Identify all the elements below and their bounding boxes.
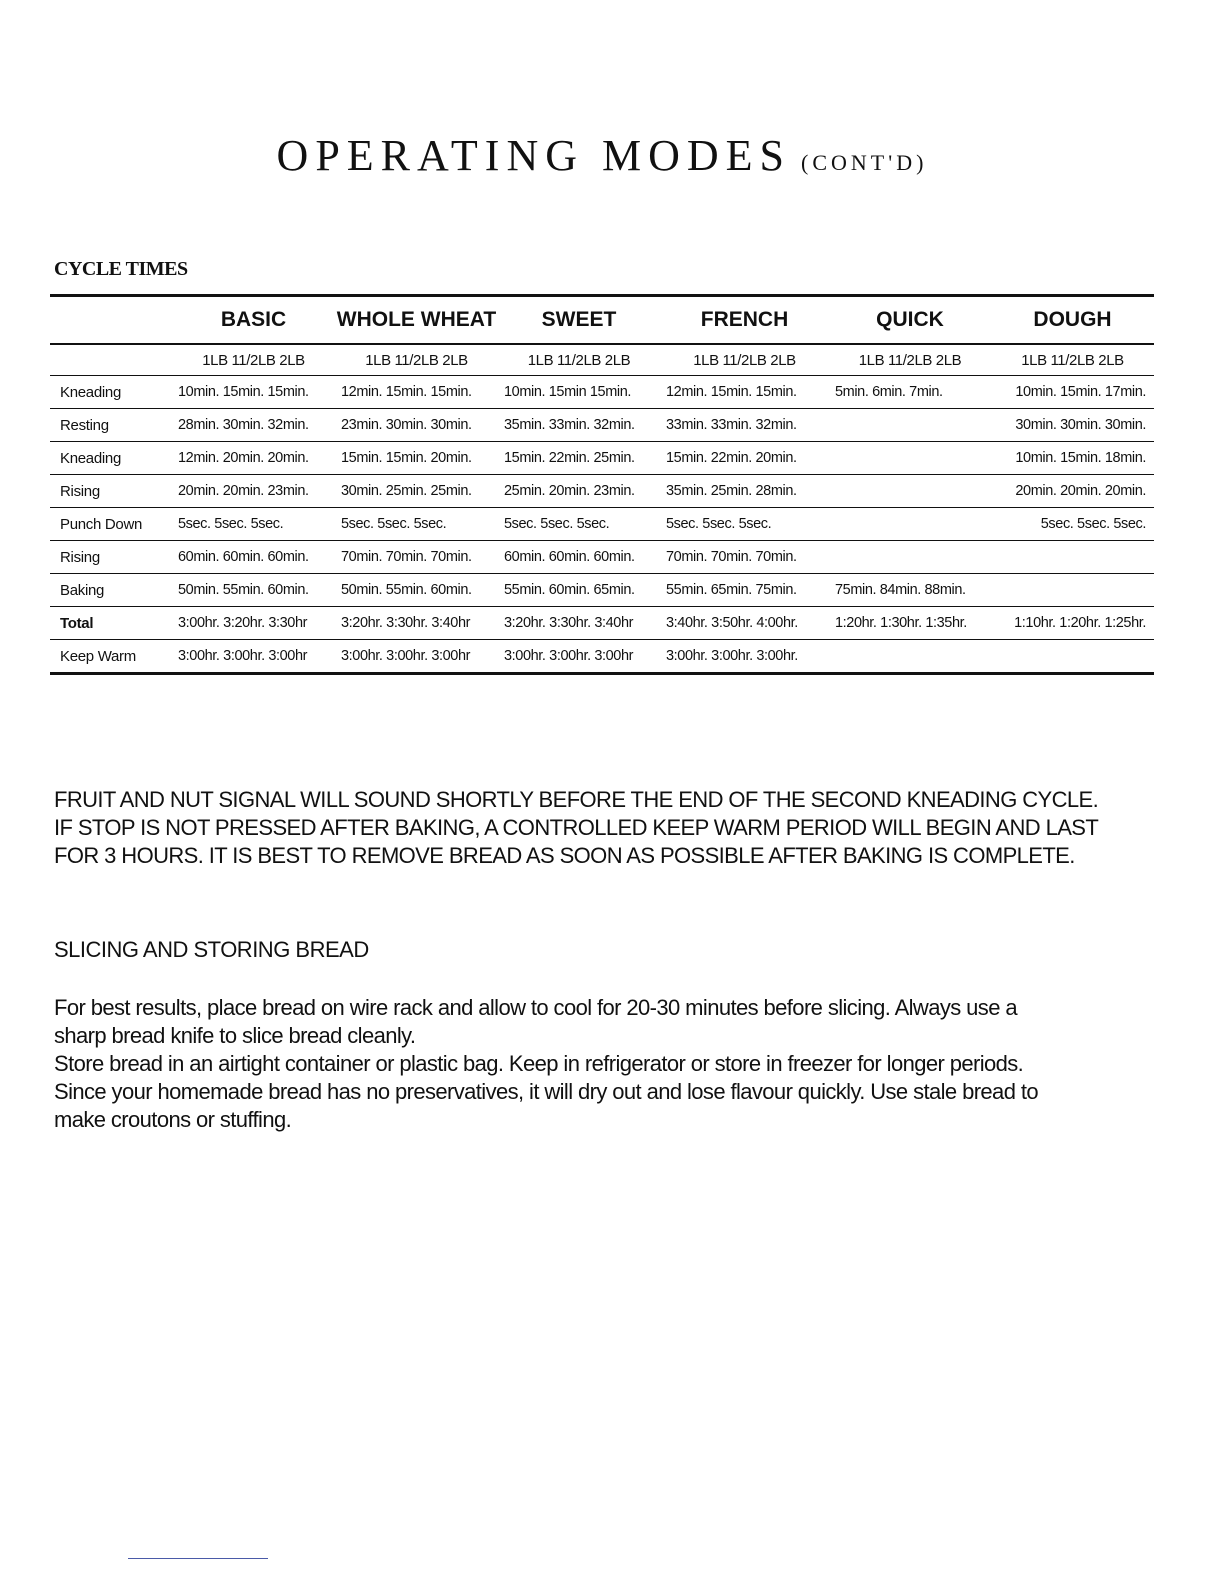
cycle-row-label: Punch Down (50, 508, 172, 541)
mode-header-blank (50, 296, 172, 345)
cycle-row-label: Rising (50, 541, 172, 574)
slicing-body (54, 994, 1164, 1134)
cycle-cell: 3:00hr. 3:00hr. 3:00hr (498, 640, 660, 674)
size-header-cell: 1LB 11/2LB 2LB (660, 344, 829, 376)
slicing-line: sharp bread knife to slice bread cleanly. (54, 1023, 416, 1048)
mode-header-french: FRENCH (660, 296, 829, 345)
cycle-row-label: Baking (50, 574, 172, 607)
cycle-row (50, 475, 1154, 508)
mode-header-whole-wheat: WHOLE WHEAT (335, 296, 498, 345)
cycle-cell: 12min. 15min. 15min. (335, 376, 498, 409)
cycle-row (50, 376, 1154, 409)
cycle-cell: 70min. 70min. 70min. (335, 541, 498, 574)
cycle-row (50, 640, 1154, 674)
mode-header-quick: QUICK (829, 296, 991, 345)
cycle-cell: 30min. 25min. 25min. (335, 475, 498, 508)
cycle-cell: 35min. 25min. 28min. (660, 475, 829, 508)
cycle-row-label: Keep Warm (50, 640, 172, 674)
cycle-cell (829, 442, 991, 475)
cycle-cell: 28min. 30min. 32min. (172, 409, 335, 442)
cycle-cell: 3:00hr. 3:00hr. 3:00hr (172, 640, 335, 674)
cycle-row (50, 409, 1154, 442)
cycle-cell: 12min. 15min. 15min. (660, 376, 829, 409)
cycle-cell: 55min. 65min. 75min. (660, 574, 829, 607)
cycle-cell: 5sec. 5sec. 5sec. (335, 508, 498, 541)
cycle-cell: 3:00hr. 3:20hr. 3:30hr (172, 607, 335, 640)
cycle-cell: 3:40hr. 3:50hr. 4:00hr. (660, 607, 829, 640)
slicing-line: For best results, place bread on wire rack and allow to cool for 20-30 minutes before slicing. Always use a (54, 995, 1017, 1020)
cycle-row-label: Rising (50, 475, 172, 508)
mode-header-basic: BASIC (172, 296, 335, 345)
cycle-cell: 3:00hr. 3:00hr. 3:00hr. (660, 640, 829, 674)
cycle-cell: 10min. 15min. 18min. (991, 442, 1154, 475)
cycle-cell: 70min. 70min. 70min. (660, 541, 829, 574)
notice-line: FRUIT AND NUT SIGNAL WILL SOUND SHORTLY BEFORE THE END OF THE SECOND KNEADING CYCLE. (54, 787, 1099, 812)
cycle-cell: 35min. 33min. 32min. (498, 409, 660, 442)
fruit-nut-notice (54, 786, 1174, 870)
cycle-cell (991, 541, 1154, 574)
cycle-cell: 50min. 55min. 60min. (172, 574, 335, 607)
cycle-cell (829, 640, 991, 674)
page-title (0, 130, 1204, 181)
cycle-cell: 33min. 33min. 32min. (660, 409, 829, 442)
cycle-cell (829, 475, 991, 508)
cycle-cell: 20min. 20min. 20min. (991, 475, 1154, 508)
cycle-cell: 55min. 60min. 65min. (498, 574, 660, 607)
cycle-cell: 10min. 15min 15min. (498, 376, 660, 409)
cycle-cell: 1:10hr. 1:20hr. 1:25hr. (991, 607, 1154, 640)
cycle-cell: 3:20hr. 3:30hr. 3:40hr (335, 607, 498, 640)
cycle-cell: 1:20hr. 1:30hr. 1:35hr. (829, 607, 991, 640)
cycle-cell: 5min. 6min. 7min. (829, 376, 991, 409)
cycle-cell (991, 574, 1154, 607)
cycle-row (50, 442, 1154, 475)
cycle-cell: 23min. 30min. 30min. (335, 409, 498, 442)
page-title-main: OPERATING MODES (276, 131, 792, 180)
size-header-cell: 1LB 11/2LB 2LB (991, 344, 1154, 376)
cycle-cell (991, 640, 1154, 674)
cycle-cell (829, 541, 991, 574)
cycle-cell (829, 409, 991, 442)
mode-header-row (50, 296, 1154, 345)
cycle-cell: 10min. 15min. 17min. (991, 376, 1154, 409)
slicing-line: Store bread in an airtight container or plastic bag. Keep in refrigerator or store in freezer for longer periods. (54, 1051, 1024, 1076)
cycle-row-label: Kneading (50, 376, 172, 409)
size-header-blank (50, 344, 172, 376)
cycle-cell: 3:20hr. 3:30hr. 3:40hr (498, 607, 660, 640)
cycle-cell: 15min. 22min. 25min. (498, 442, 660, 475)
size-header-cell: 1LB 11/2LB 2LB (498, 344, 660, 376)
cycle-cell: 15min. 22min. 20min. (660, 442, 829, 475)
cycle-row-label: Resting (50, 409, 172, 442)
cycle-cell: 5sec. 5sec. 5sec. (660, 508, 829, 541)
cycle-row-label: Kneading (50, 442, 172, 475)
size-header-cell: 1LB 11/2LB 2LB (335, 344, 498, 376)
cycle-cell: 75min. 84min. 88min. (829, 574, 991, 607)
notice-line: IF STOP IS NOT PRESSED AFTER BAKING, A CONTROLLED KEEP WARM PERIOD WILL BEGIN AND LAST (54, 815, 1099, 840)
mode-header-dough: DOUGH (991, 296, 1154, 345)
cycle-row-label: Total (50, 607, 172, 640)
cycle-cell: 5sec. 5sec. 5sec. (991, 508, 1154, 541)
cycle-row (50, 508, 1154, 541)
cycle-cell: 50min. 55min. 60min. (335, 574, 498, 607)
size-header-cell: 1LB 11/2LB 2LB (829, 344, 991, 376)
mode-header-sweet: SWEET (498, 296, 660, 345)
cycle-cell: 20min. 20min. 23min. (172, 475, 335, 508)
page-title-sub: (CONT'D) (801, 150, 928, 175)
cycle-cell: 10min. 15min. 15min. (172, 376, 335, 409)
size-header-row (50, 344, 1154, 376)
cycle-row (50, 607, 1154, 640)
footer-rule (128, 1558, 268, 1559)
cycle-cell: 5sec. 5sec. 5sec. (498, 508, 660, 541)
slicing-line: Since your homemade bread has no preservatives, it will dry out and lose flavour quickly. Use stale bread to (54, 1079, 1038, 1104)
cycle-cell: 3:00hr. 3:00hr. 3:00hr (335, 640, 498, 674)
cycle-row (50, 541, 1154, 574)
notice-line: FOR 3 HOURS. IT IS BEST TO REMOVE BREAD AS SOON AS POSSIBLE AFTER BAKING IS COMPLETE. (54, 843, 1075, 868)
slicing-line: make croutons or stuffing. (54, 1107, 292, 1132)
cycle-cell: 25min. 20min. 23min. (498, 475, 660, 508)
cycle-cell: 60min. 60min. 60min. (172, 541, 335, 574)
cycle-row (50, 574, 1154, 607)
cycle-cell: 30min. 30min. 30min. (991, 409, 1154, 442)
cycle-times-heading: CYCLE TIMES (54, 258, 188, 280)
cycle-cell: 5sec. 5sec. 5sec. (172, 508, 335, 541)
cycle-cell: 12min. 20min. 20min. (172, 442, 335, 475)
cycle-cell: 15min. 15min. 20min. (335, 442, 498, 475)
size-header-cell: 1LB 11/2LB 2LB (172, 344, 335, 376)
cycle-times-table (50, 294, 1154, 675)
cycle-cell: 60min. 60min. 60min. (498, 541, 660, 574)
cycle-cell (829, 508, 991, 541)
slicing-heading: SLICING AND STORING BREAD (54, 937, 369, 962)
